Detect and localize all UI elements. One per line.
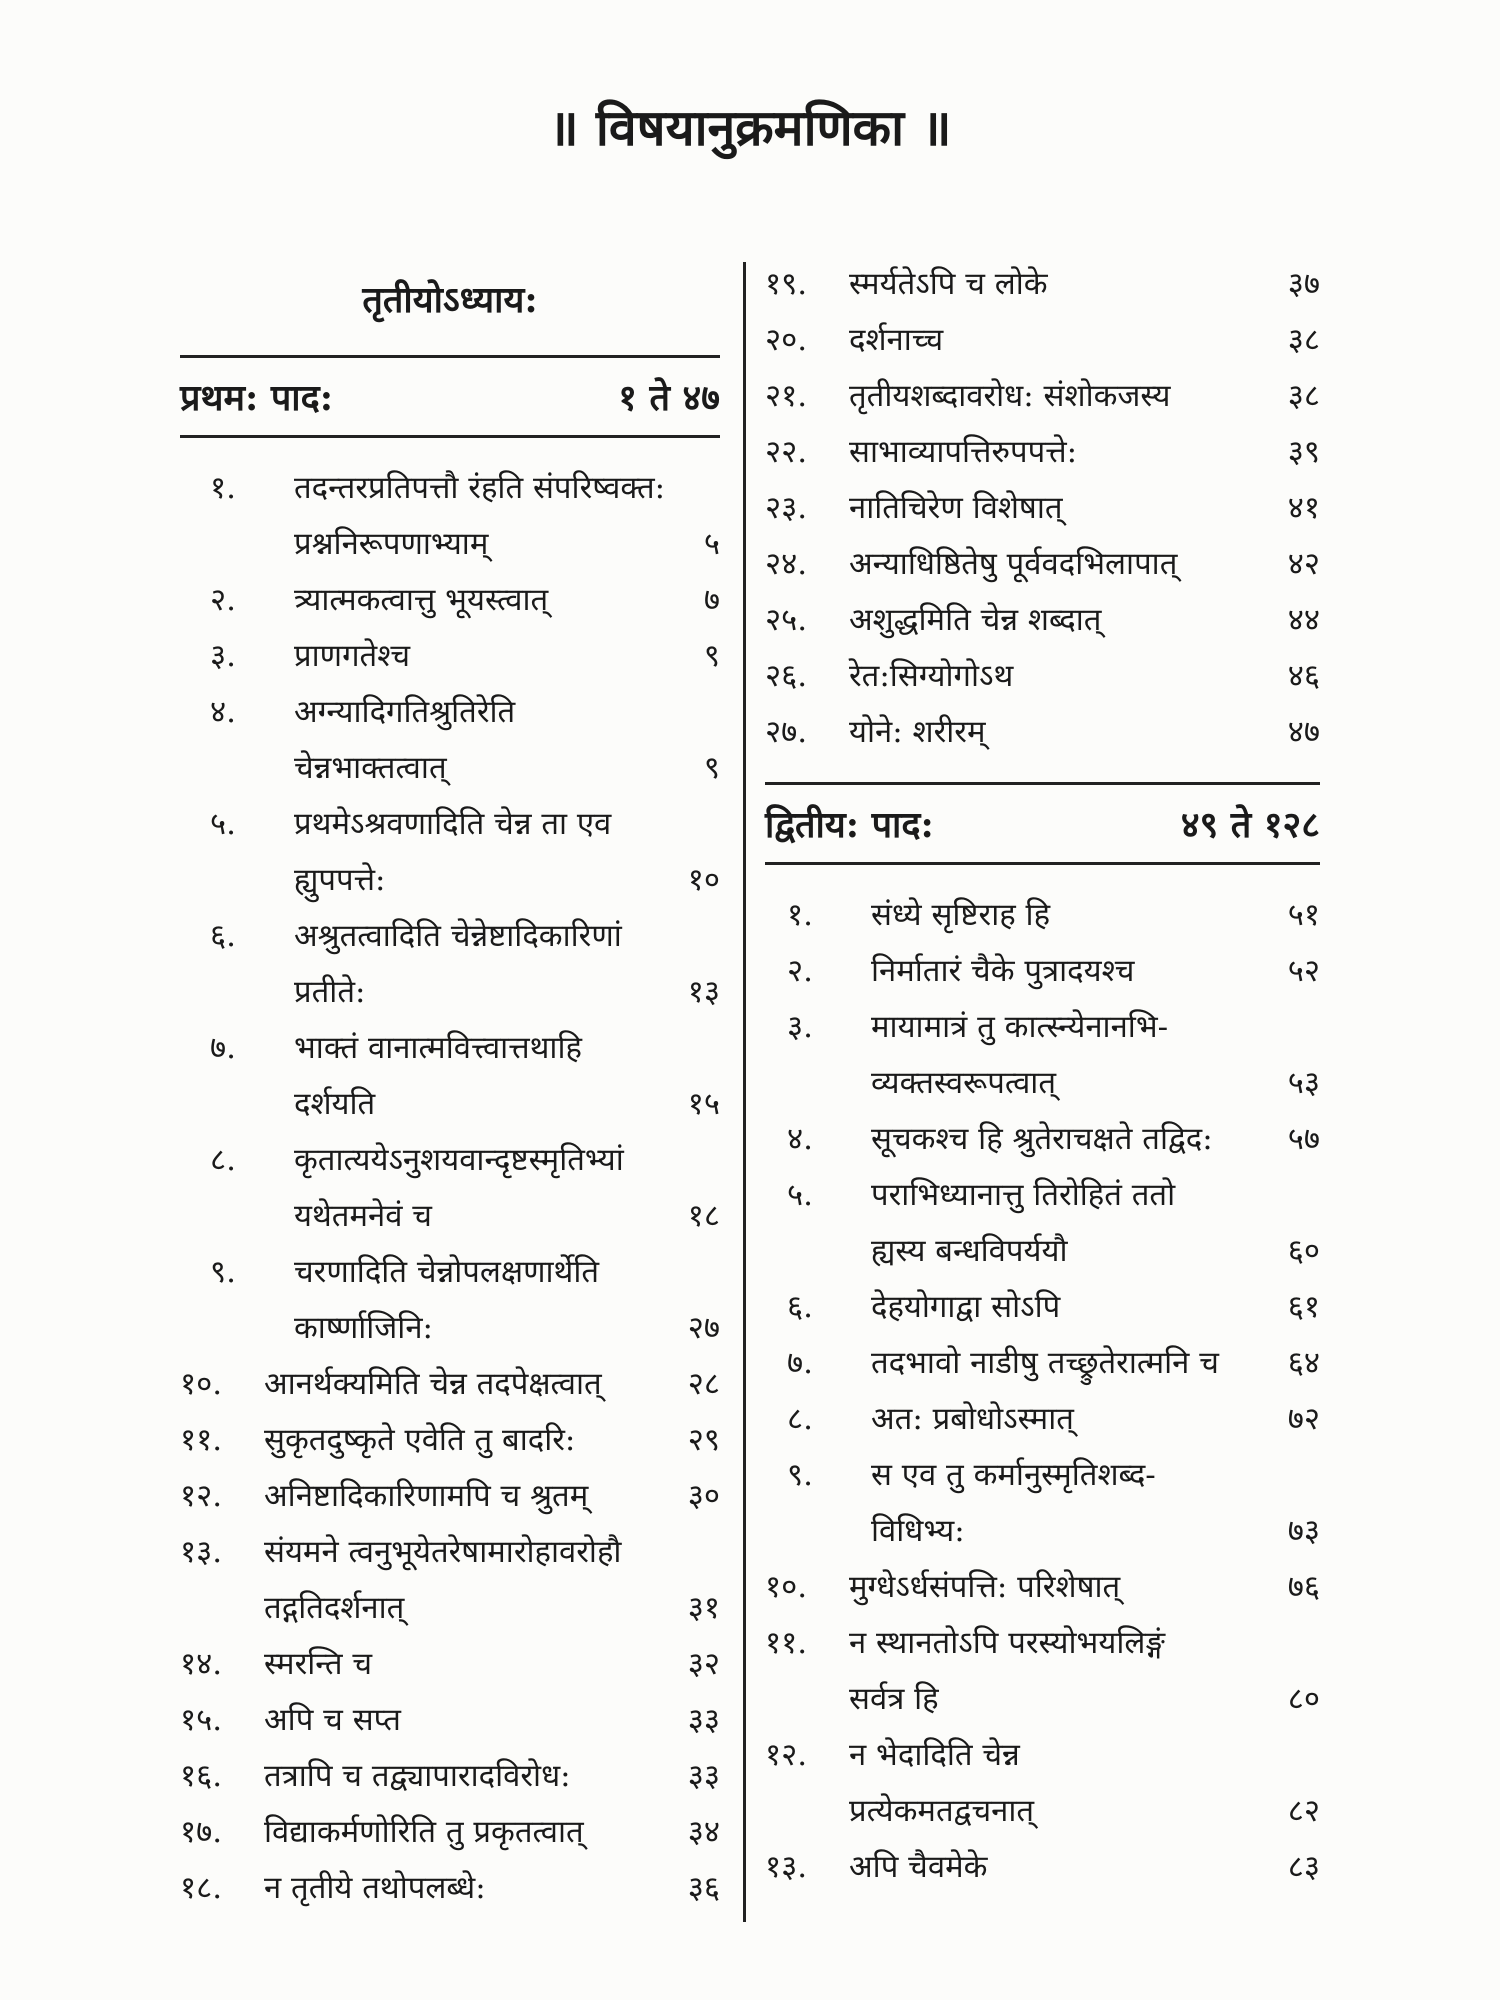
page-number: ८२ [1287, 1793, 1320, 1829]
sutra-text: कृतात्ययेऽनुशयवान्दृष्टस्मृतिभ्यां [294, 1142, 624, 1178]
pada-1-continued-list [765, 256, 1320, 760]
toc-entry-row [765, 1559, 1320, 1615]
toc-entry [787, 1447, 1320, 1559]
toc-entry [787, 1391, 1320, 1447]
toc-entry-row [210, 628, 720, 684]
column-divider [743, 262, 746, 1922]
sutra-number: १. [210, 470, 236, 506]
sutra-text: सर्वत्र हि [849, 1681, 939, 1717]
page-number: ४७ [1287, 714, 1320, 750]
toc-entry-row [180, 1636, 720, 1692]
toc-entry-continuation [210, 1300, 720, 1356]
page-number: ३२ [687, 1646, 720, 1682]
toc-entry-row [787, 1279, 1320, 1335]
toc-entry-row [765, 1839, 1320, 1895]
sutra-number: ८. [210, 1142, 236, 1178]
page-number: ९ [703, 750, 720, 786]
page-number: ६० [1287, 1233, 1320, 1269]
sutra-number: १३. [180, 1534, 223, 1570]
toc-entry [180, 1748, 720, 1804]
sutra-text: प्रतीते: [294, 974, 366, 1010]
left-column [180, 262, 720, 1916]
toc-entry-row [180, 1412, 720, 1468]
sutra-number: १५. [180, 1702, 223, 1738]
pada-2-range: ४९ ते १२८ [1180, 804, 1320, 846]
toc-entry [765, 312, 1320, 368]
sutra-number: ५. [787, 1177, 813, 1213]
sutra-number: ७. [787, 1345, 813, 1381]
sutra-number: २. [210, 582, 236, 618]
sutra-text: सूचकश्च हि श्रुतेराचक्षते तद्विद: [871, 1121, 1213, 1157]
sutra-text: साभाव्यापत्तिरुपपत्ते: [849, 434, 1078, 470]
page-number: ५१ [1287, 897, 1320, 933]
page-number: १५ [687, 1086, 720, 1122]
toc-entry-row [787, 1167, 1320, 1223]
toc-entry [765, 424, 1320, 480]
toc-entry-row [180, 1748, 720, 1804]
toc-entry-row [787, 1335, 1320, 1391]
toc-entry-continuation [180, 1580, 720, 1636]
sutra-text: स एव तु कर्मानुस्मृतिशब्द- [871, 1457, 1156, 1493]
sutra-text: कार्ष्णाजिनि: [294, 1310, 433, 1346]
toc-entry-continuation [765, 1671, 1320, 1727]
toc-entry-continuation [210, 964, 720, 1020]
toc-entry-row [180, 1468, 720, 1524]
sutra-number: १६. [180, 1758, 223, 1794]
toc-entry [765, 592, 1320, 648]
pada-1-label: प्रथम: पाद: [180, 377, 334, 419]
toc-entry-row [210, 1020, 720, 1076]
page-number: ८० [1287, 1681, 1320, 1717]
toc-entry-row [787, 943, 1320, 999]
page-number: ३३ [687, 1702, 720, 1738]
sutra-text: तदभावो नाडीषु तच्छ्रुतेरात्मनि च [871, 1345, 1219, 1381]
page-number: ३१ [687, 1590, 720, 1626]
page-number: २९ [687, 1422, 720, 1458]
sutra-text: ह्युपपत्ते: [294, 862, 386, 898]
sutra-text: ह्यस्य बन्धविपर्ययौ [871, 1233, 1068, 1269]
sutra-text: संध्ये सृष्टिराह हि [871, 897, 1051, 933]
toc-entry-continuation [787, 1223, 1320, 1279]
sutra-text: नातिचिरेण विशेषात् [849, 490, 1063, 526]
sutra-number: १३. [765, 1849, 808, 1885]
toc-entry-row [787, 1111, 1320, 1167]
toc-entry [765, 256, 1320, 312]
sutra-number: ७. [210, 1030, 236, 1066]
toc-entry-row [765, 256, 1320, 312]
page-number: ३३ [687, 1758, 720, 1794]
pada-2-list [765, 887, 1320, 1895]
pada-1-heading [180, 358, 720, 438]
toc-entry [787, 999, 1320, 1111]
sutra-text: प्राणगतेश्च [294, 638, 411, 674]
page-number: ३८ [1287, 378, 1320, 414]
page-number: ९ [703, 638, 720, 674]
page-number: ४६ [1287, 658, 1320, 694]
toc-entry-row [765, 648, 1320, 704]
toc-entry-continuation [210, 852, 720, 908]
sutra-text: संयमने त्वनुभूयेतरेषामारोहावरोहौ [264, 1534, 622, 1570]
page-number: ७३ [1287, 1513, 1320, 1549]
toc-entry [180, 1692, 720, 1748]
toc-entry-row [765, 368, 1320, 424]
page-number: ८३ [1287, 1849, 1320, 1885]
sutra-number: ६. [210, 918, 236, 954]
toc-entry-row [210, 684, 720, 740]
sutra-text: अशुद्धमिति चेन्न शब्दात् [849, 602, 1102, 638]
sutra-number: १. [787, 897, 813, 933]
toc-entry-row [180, 1860, 720, 1916]
toc-entry-continuation [210, 1188, 720, 1244]
toc-entry-row [210, 796, 720, 852]
sutra-number: १०. [180, 1366, 223, 1402]
sutra-number: १७. [180, 1814, 223, 1850]
page-number: २७ [687, 1310, 720, 1346]
toc-entry [210, 796, 720, 908]
page-number: १८ [687, 1198, 720, 1234]
toc-entry [180, 1804, 720, 1860]
page-number: ५ [703, 526, 720, 562]
sutra-text: निर्मातारं चैके पुत्रादयश्च [871, 953, 1135, 989]
toc-entry-row [787, 1447, 1320, 1503]
toc-entry-row [210, 572, 720, 628]
sutra-number: ६. [787, 1289, 813, 1325]
sutra-number: ९. [787, 1457, 813, 1493]
page-number: ७६ [1287, 1569, 1320, 1605]
toc-entry [765, 1727, 1320, 1839]
toc-entry [787, 1335, 1320, 1391]
toc-entry [765, 1615, 1320, 1727]
sutra-number: १८. [180, 1870, 223, 1906]
toc-entry-row [765, 480, 1320, 536]
sutra-text: चरणादिति चेन्नोपलक्षणार्थेति [294, 1254, 600, 1290]
sutra-text: अन्याधिष्ठितेषु पूर्ववदभिलापात् [849, 546, 1178, 582]
sutra-text: अग्न्यादिगतिश्रुतिरेति [294, 694, 516, 730]
sutra-text: योने: शरीरम् [849, 714, 986, 750]
sutra-number: ४. [787, 1121, 813, 1157]
sutra-number: २३. [765, 490, 808, 526]
toc-entry [210, 628, 720, 684]
sutra-number: १२. [180, 1478, 223, 1514]
toc-entry [765, 1559, 1320, 1615]
toc-entry-row [210, 460, 720, 516]
toc-entry-row [765, 536, 1320, 592]
toc-entry-row [765, 704, 1320, 760]
page-number: ३९ [1287, 434, 1320, 470]
sutra-text: अपि च सप्त [264, 1702, 401, 1738]
sutra-number: ३. [787, 1009, 813, 1045]
toc-entry-row [180, 1804, 720, 1860]
toc-entry [787, 943, 1320, 999]
page-number: ७ [703, 582, 720, 618]
sutra-number: २०. [765, 322, 808, 358]
toc-entry [210, 1244, 720, 1356]
page-number: ३८ [1287, 322, 1320, 358]
sutra-number: ११. [765, 1625, 808, 1661]
sutra-text: प्रथमेऽश्रवणादिति चेन्न ता एव [294, 806, 612, 842]
sutra-text: रेत:सिग्योगोऽथ [849, 658, 1014, 694]
toc-entry-row [765, 424, 1320, 480]
toc-entry [787, 1167, 1320, 1279]
toc-entry [180, 1860, 720, 1916]
toc-entry [787, 1111, 1320, 1167]
sutra-number: २. [787, 953, 813, 989]
sutra-number: ५. [210, 806, 236, 842]
sutra-text: अनिष्टादिकारिणामपि च श्रुतम् [264, 1478, 589, 1514]
page-number: ३४ [687, 1814, 720, 1850]
sutra-text: न तृतीये तथोपलब्धे: [264, 1870, 486, 1906]
page-number: ४४ [1287, 602, 1320, 638]
sutra-number: २७. [765, 714, 808, 750]
toc-entry-row [180, 1524, 720, 1580]
toc-entry-row [180, 1692, 720, 1748]
sutra-number: ९. [210, 1254, 236, 1290]
toc-entry [210, 908, 720, 1020]
pada-1-range: १ ते ४७ [618, 377, 720, 419]
toc-entry [787, 887, 1320, 943]
toc-entry-row [210, 908, 720, 964]
toc-entry [210, 572, 720, 628]
sutra-text: स्मरन्ति च [264, 1646, 373, 1682]
toc-entry [210, 1020, 720, 1132]
sutra-text: चेन्नभाक्तत्वात् [294, 750, 447, 786]
sutra-text: अपि चैवमेके [849, 1849, 988, 1885]
page-number: १३ [687, 974, 720, 1010]
page-title: ॥ विषयानुक्रमणिका ॥ [548, 98, 952, 157]
sutra-number: २२. [765, 434, 808, 470]
toc-entry-row [787, 999, 1320, 1055]
sutra-text: दर्शनाच्च [849, 322, 944, 358]
sutra-text: स्मर्यतेऽपि च लोके [849, 266, 1048, 302]
pada-2-label: द्वितीय: पाद: [765, 804, 934, 846]
sutra-text: दर्शयति [294, 1086, 376, 1122]
sutra-number: ११. [180, 1422, 223, 1458]
toc-entry [765, 1839, 1320, 1895]
page-number: २८ [687, 1366, 720, 1402]
toc-entry [210, 460, 720, 572]
toc-entry [765, 704, 1320, 760]
sutra-text: प्रत्येकमतद्वचनात् [849, 1793, 1035, 1829]
toc-entry [180, 1636, 720, 1692]
page-number: ३० [687, 1478, 720, 1514]
toc-entry [180, 1412, 720, 1468]
toc-entry [210, 1132, 720, 1244]
sutra-number: १९. [765, 266, 808, 302]
sutra-text: भाक्तं वानात्मवित्त्वात्तथाहि [294, 1030, 582, 1066]
chapter-heading: तृतीयोऽध्याय: [180, 262, 720, 358]
toc-entry [180, 1524, 720, 1636]
toc-entry-row [765, 592, 1320, 648]
sutra-text: पराभिध्यानात्तु तिरोहितं ततो [871, 1177, 1176, 1213]
sutra-number: २६. [765, 658, 808, 694]
sutra-number: १२. [765, 1737, 808, 1773]
toc-entry-continuation [210, 740, 720, 796]
sutra-number: २४. [765, 546, 808, 582]
sutra-number: ८. [787, 1401, 813, 1437]
toc-entry-continuation [787, 1503, 1320, 1559]
sutra-text: सुकृतदुष्कृते एवेति तु बादरि: [264, 1422, 576, 1458]
sutra-text: विद्याकर्मणोरिति तु प्रकृतत्वात् [264, 1814, 584, 1850]
toc-entry-row [180, 1356, 720, 1412]
sutra-text: तत्रापि च तद्व्यापारादविरोध: [264, 1758, 571, 1794]
sutra-text: मायामात्रं तु कात्स्न्येनानभि- [871, 1009, 1169, 1045]
sutra-number: १४. [180, 1646, 223, 1682]
toc-entry-row [787, 1391, 1320, 1447]
sutra-text: अश्रुतत्वादिति चेन्नेष्टादिकारिणां [294, 918, 622, 954]
toc-entry-row [210, 1132, 720, 1188]
toc-entry-row [765, 312, 1320, 368]
sutra-number: ३. [210, 638, 236, 674]
sutra-text: तदन्तरप्रतिपत्तौ रंहति संपरिष्वक्त: [294, 470, 666, 506]
sutra-text: मुग्धेऽर्धसंपत्ति: परिशेषात् [849, 1569, 1121, 1605]
page-number: ४१ [1287, 490, 1320, 526]
sutra-text: न भेदादिति चेन्न [849, 1737, 1020, 1773]
toc-entry [180, 1468, 720, 1524]
toc-entry [765, 648, 1320, 704]
sutra-text: देहयोगाद्वा सोऽपि [871, 1289, 1061, 1325]
toc-entry-row [765, 1727, 1320, 1783]
page-number: ३६ [687, 1870, 720, 1906]
toc-entry [787, 1279, 1320, 1335]
sutra-text: न स्थानतोऽपि परस्योभयलिङ्गं [849, 1625, 1166, 1661]
sutra-number: १०. [765, 1569, 808, 1605]
sutra-number: २५. [765, 602, 808, 638]
right-column [765, 262, 1320, 1895]
toc-entry-continuation [210, 516, 720, 572]
toc-entry [765, 480, 1320, 536]
toc-entry-continuation [787, 1055, 1320, 1111]
sutra-text: आनर्थक्यमिति चेन्न तदपेक्षत्वात् [264, 1366, 602, 1402]
sutra-text: यथेतमनेवं च [294, 1198, 432, 1234]
page-number: ५२ [1287, 953, 1320, 989]
pada-1-list [180, 460, 720, 1916]
toc-entry-continuation [210, 1076, 720, 1132]
page-number: ५३ [1287, 1065, 1320, 1101]
toc-entry [765, 368, 1320, 424]
toc-entry-row [787, 887, 1320, 943]
page-number: ५७ [1287, 1121, 1320, 1157]
toc-entry [765, 536, 1320, 592]
toc-entry-continuation [765, 1783, 1320, 1839]
sutra-text: तृतीयशब्दावरोध: संशोकजस्य [849, 378, 1171, 414]
page-number: ३७ [1287, 266, 1320, 302]
pada-2-heading [765, 782, 1320, 865]
sutra-number: २१. [765, 378, 808, 414]
toc-entry-row [765, 1615, 1320, 1671]
sutra-number: ४. [210, 694, 236, 730]
sutra-text: त्र्यात्मकत्वात्तु भूयस्त्वात् [294, 582, 549, 618]
toc-entry [210, 684, 720, 796]
sutra-text: अत: प्रबोधोऽस्मात् [871, 1401, 1074, 1437]
toc-entry [180, 1356, 720, 1412]
page-number: ६४ [1287, 1345, 1320, 1381]
page-number: १० [687, 862, 720, 898]
sutra-text: प्रश्ननिरूपणाभ्याम् [294, 526, 489, 562]
sutra-text: तद्गतिदर्शनात् [264, 1590, 405, 1626]
page-number: ४२ [1287, 546, 1320, 582]
page-number: ६१ [1287, 1289, 1320, 1325]
page-number: ७२ [1287, 1401, 1320, 1437]
sutra-text: विधिभ्य: [871, 1513, 965, 1549]
sutra-text: व्यक्तस्वरूपत्वात् [871, 1065, 1057, 1101]
toc-entry-row [210, 1244, 720, 1300]
